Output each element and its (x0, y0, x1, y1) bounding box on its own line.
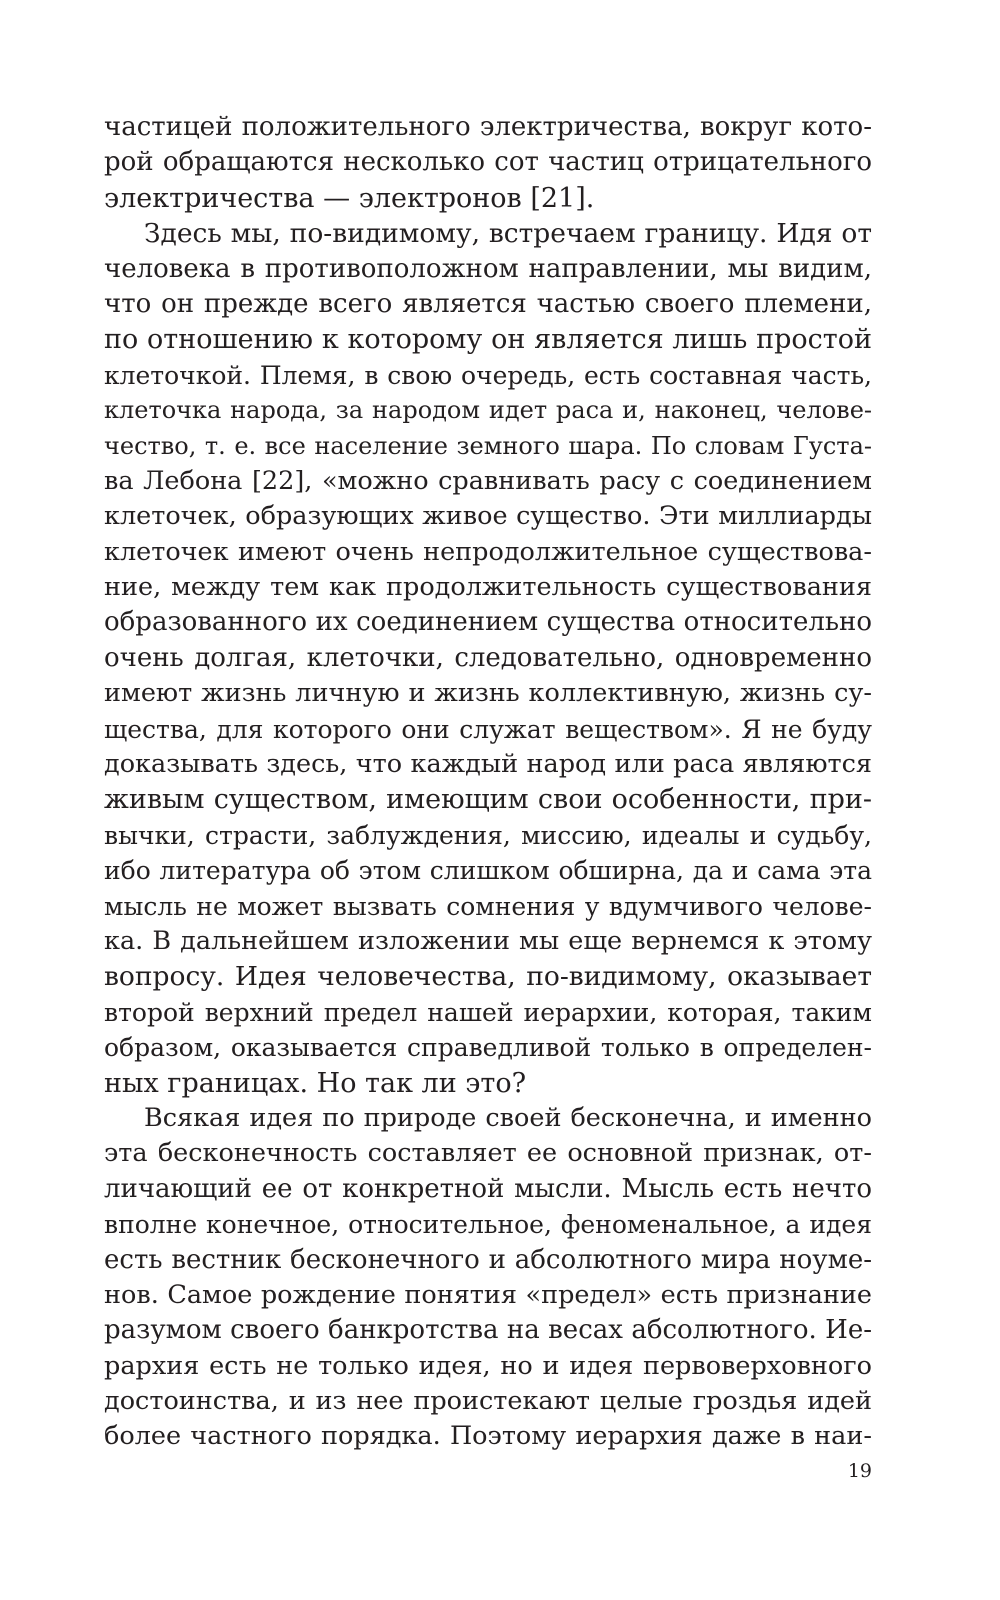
text-line: разумом своего банкротства на весах абсолютного. Ие- (104, 1315, 872, 1346)
text-line: ка. В дальнейшем изложении мы еще вернемся к этому (104, 925, 872, 956)
text-line: щества, для которого они служат веществом». Я не буду (104, 714, 872, 744)
text-line: частицей положительного электричества, вокруг кото- (104, 112, 872, 142)
text-line: рархия есть не только идея, но и идея первоверховного (104, 1350, 872, 1381)
text-line: что он прежде всего является частью своего племени, (104, 288, 872, 319)
text-line: по отношению к которому он является лишь простой (104, 324, 872, 356)
text-line: образованного их соединением существа относительно (104, 607, 872, 638)
text-line: Всякая идея по природе своей бесконечна, и именно (144, 1102, 872, 1133)
text-line: клеточек имеют очень непродолжительное существова- (104, 536, 872, 567)
text-line: клеточкой. Племя, в свою очередь, есть составная часть, (104, 360, 872, 390)
text-line: ных границах. Но так ли это? (104, 1067, 527, 1099)
text-line: ибо литература об этом слишком обширна, да и сама эта (104, 856, 872, 886)
text-line: есть вестник бесконечного и абсолютного мира ноуме- (104, 1244, 872, 1275)
text-line: эта бесконечность составляет ее основной признак, от- (104, 1138, 872, 1169)
body-text (104, 110, 872, 1455)
text-line: живым существом, имеющим свои особенности, при- (104, 784, 872, 816)
text-line: очень долгая, клеточки, следовательно, одновременно (104, 642, 872, 673)
text-line: мысль не может вызвать сомнения у вдумчивого челове- (104, 891, 872, 921)
page-number: 19 (847, 1460, 872, 1482)
text-line: образом, оказывается справедливой только в определен- (104, 1033, 872, 1063)
text-line: клеточек, образующих живое существо. Эти миллиарды (104, 501, 872, 532)
text-line: рой обращаются несколько сот частиц отрицательного (104, 147, 872, 178)
text-line: ва Лебона [22], «можно сравнивать расу с соединением (104, 465, 872, 496)
text-line: достоинства, и из нее проистекают целые гроздья идей (104, 1386, 872, 1417)
text-line: чество, т. е. все население земного шара. По словам Густа- (104, 431, 872, 460)
text-line: электричества — электронов [21]. (104, 182, 595, 214)
text-line: доказывать здесь, что каждый народ или раса являются (104, 749, 872, 780)
text-line: ние, между тем как продолжительность существования (104, 572, 872, 603)
text-line: более частного порядка. Поэтому иерархия даже в наи- (104, 1421, 872, 1452)
text-line: человека в противоположном направлении, мы видим, (104, 253, 872, 284)
text-line: Здесь мы, по-видимому, встречаем границу. Идя от (144, 218, 872, 250)
text-line: личающий ее от конкретной мысли. Мысль есть нечто (104, 1173, 872, 1204)
text-line: нов. Самое рождение понятия «предел» есть признание (104, 1279, 872, 1310)
text-line: второй верхний предел нашей иерархии, которая, таким (104, 997, 872, 1027)
text-line: вычки, страсти, заблуждения, миссию, идеалы и судьбу, (104, 820, 872, 850)
text-line: вопросу. Идея человечества, по-видимому, оказывает (104, 961, 872, 993)
text-line: клеточка народа, за народом идет раса и, наконец, челове- (104, 396, 872, 425)
text-line: имеют жизнь личную и жизнь коллективную, жизнь су- (104, 678, 872, 709)
text-line: вполне конечное, относительное, феноменальное, а идея (104, 1210, 872, 1240)
